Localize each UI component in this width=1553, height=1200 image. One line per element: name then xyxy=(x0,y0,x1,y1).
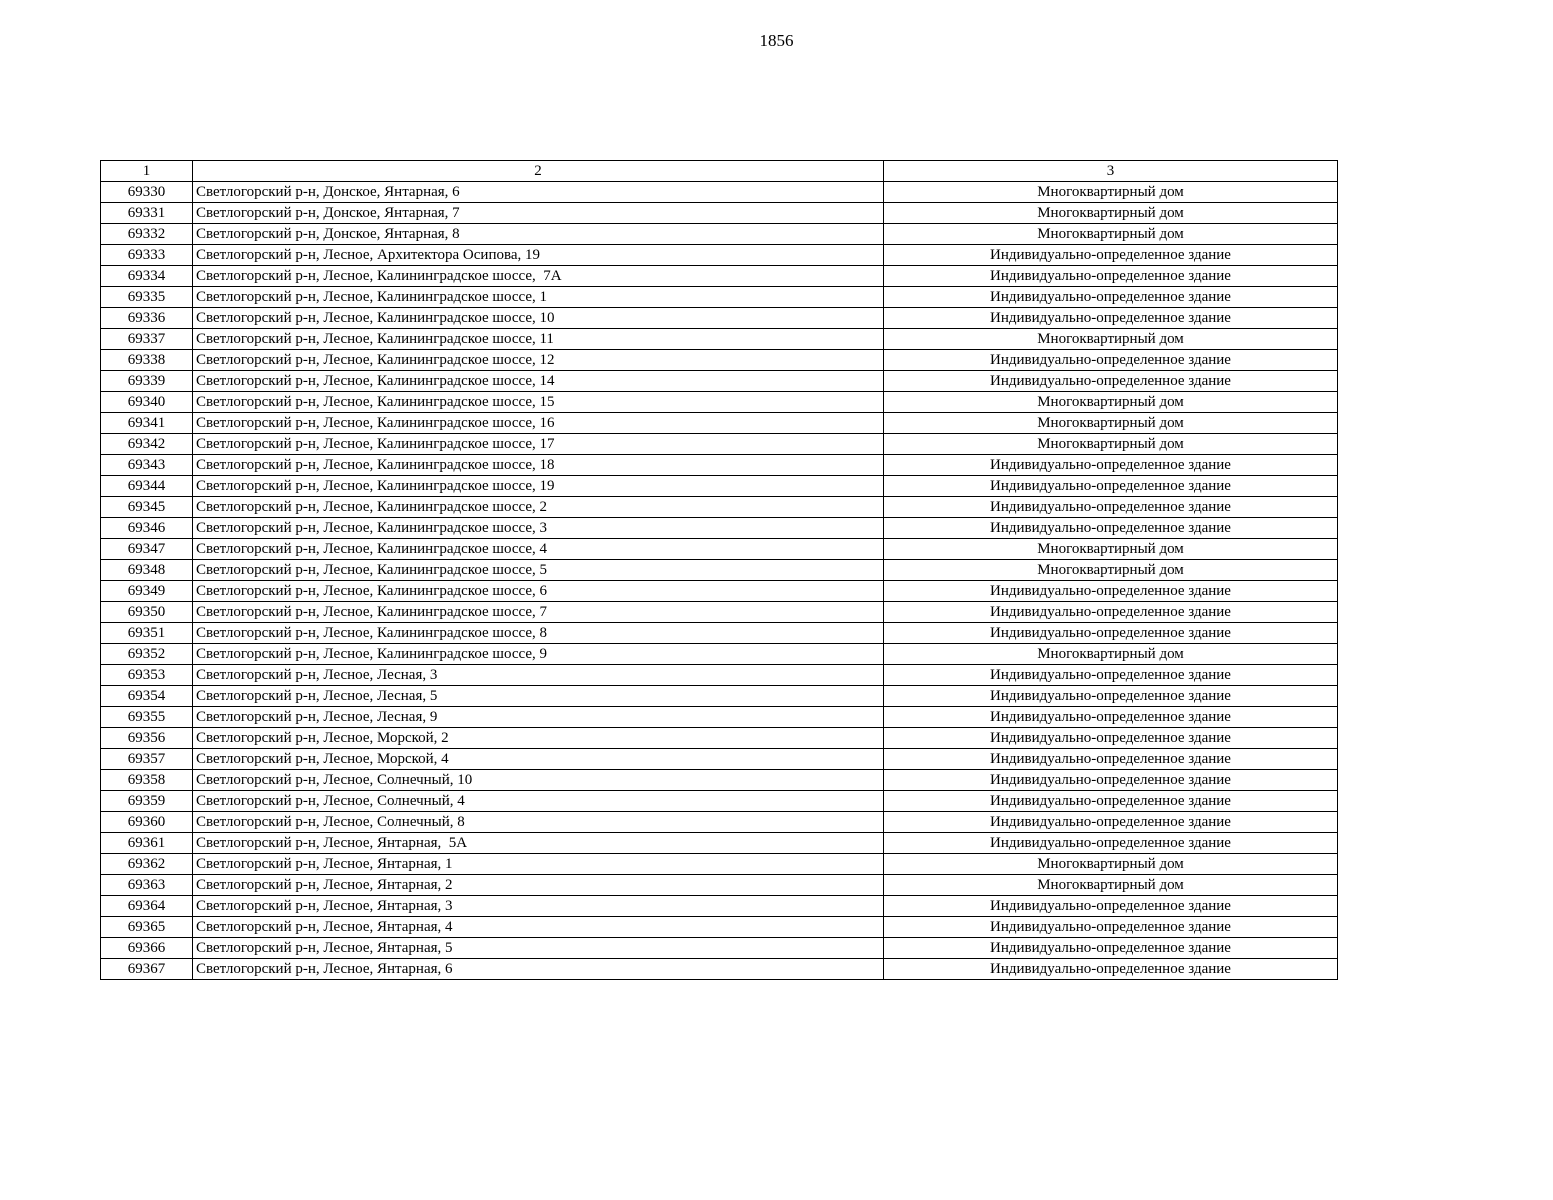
row-number-cell: 69349 xyxy=(101,581,193,602)
row-number-cell: 69335 xyxy=(101,287,193,308)
address-cell: Светлогорский р-н, Лесное, Калининградское шоссе, 4 xyxy=(193,539,884,560)
row-number-cell: 69363 xyxy=(101,875,193,896)
row-number-cell: 69347 xyxy=(101,539,193,560)
building-type-cell: Индивидуально-определенное здание xyxy=(884,602,1338,623)
address-cell: Светлогорский р-н, Лесное, Калининградское шоссе, 9 xyxy=(193,644,884,665)
row-number-cell: 69365 xyxy=(101,917,193,938)
address-cell: Светлогорский р-н, Лесное, Калининградское шоссе, 15 xyxy=(193,392,884,413)
table-row xyxy=(101,245,1338,266)
building-type-cell: Многоквартирный дом xyxy=(884,539,1338,560)
address-cell: Светлогорский р-н, Лесное, Янтарная, 4 xyxy=(193,917,884,938)
building-type-cell: Многоквартирный дом xyxy=(884,854,1338,875)
building-type-cell: Индивидуально-определенное здание xyxy=(884,308,1338,329)
building-type-cell: Индивидуально-определенное здание xyxy=(884,371,1338,392)
building-type-cell: Индивидуально-определенное здание xyxy=(884,896,1338,917)
address-cell: Светлогорский р-н, Лесное, Калининградское шоссе, 18 xyxy=(193,455,884,476)
address-cell: Светлогорский р-н, Лесное, Янтарная, 3 xyxy=(193,896,884,917)
building-type-cell: Индивидуально-определенное здание xyxy=(884,938,1338,959)
row-number-cell: 69358 xyxy=(101,770,193,791)
address-cell: Светлогорский р-н, Лесное, Калининградское шоссе, 16 xyxy=(193,413,884,434)
address-cell: Светлогорский р-н, Донское, Янтарная, 8 xyxy=(193,224,884,245)
building-type-cell: Индивидуально-определенное здание xyxy=(884,287,1338,308)
building-type-cell: Индивидуально-определенное здание xyxy=(884,665,1338,686)
building-type-cell: Индивидуально-определенное здание xyxy=(884,833,1338,854)
address-cell: Светлогорский р-н, Лесное, Лесная, 3 xyxy=(193,665,884,686)
row-number-cell: 69338 xyxy=(101,350,193,371)
table-row xyxy=(101,812,1338,833)
building-type-cell: Индивидуально-определенное здание xyxy=(884,686,1338,707)
row-number-cell: 69337 xyxy=(101,329,193,350)
address-cell: Светлогорский р-н, Донское, Янтарная, 7 xyxy=(193,203,884,224)
address-cell: Светлогорский р-н, Лесное, Калининградское шоссе, 2 xyxy=(193,497,884,518)
row-number-cell: 69359 xyxy=(101,791,193,812)
column-header-2: 2 xyxy=(193,161,884,182)
row-number-cell: 69344 xyxy=(101,476,193,497)
address-cell: Светлогорский р-н, Лесное, Янтарная, 1 xyxy=(193,854,884,875)
building-type-cell: Индивидуально-определенное здание xyxy=(884,707,1338,728)
address-cell: Светлогорский р-н, Лесное, Солнечный, 4 xyxy=(193,791,884,812)
address-cell: Светлогорский р-н, Лесное, Калининградское шоссе, 7А xyxy=(193,266,884,287)
address-cell: Светлогорский р-н, Лесное, Янтарная, 5А xyxy=(193,833,884,854)
address-cell: Светлогорский р-н, Лесное, Янтарная, 5 xyxy=(193,938,884,959)
table-row xyxy=(101,182,1338,203)
registry-table-body xyxy=(101,161,1338,980)
table-row xyxy=(101,350,1338,371)
row-number-cell: 69336 xyxy=(101,308,193,329)
building-type-cell: Индивидуально-определенное здание xyxy=(884,812,1338,833)
building-type-cell: Индивидуально-определенное здание xyxy=(884,497,1338,518)
row-number-cell: 69345 xyxy=(101,497,193,518)
table-row xyxy=(101,959,1338,980)
row-number-cell: 69366 xyxy=(101,938,193,959)
building-type-cell: Индивидуально-определенное здание xyxy=(884,518,1338,539)
row-number-cell: 69352 xyxy=(101,644,193,665)
row-number-cell: 69367 xyxy=(101,959,193,980)
building-type-cell: Многоквартирный дом xyxy=(884,875,1338,896)
table-row xyxy=(101,875,1338,896)
table-row xyxy=(101,518,1338,539)
building-type-cell: Индивидуально-определенное здание xyxy=(884,917,1338,938)
building-type-cell: Индивидуально-определенное здание xyxy=(884,581,1338,602)
row-number-cell: 69331 xyxy=(101,203,193,224)
table-row xyxy=(101,791,1338,812)
address-cell: Светлогорский р-н, Лесное, Калининградское шоссе, 6 xyxy=(193,581,884,602)
building-type-cell: Многоквартирный дом xyxy=(884,413,1338,434)
row-number-cell: 69354 xyxy=(101,686,193,707)
building-type-cell: Многоквартирный дом xyxy=(884,434,1338,455)
table-row xyxy=(101,329,1338,350)
table-row xyxy=(101,896,1338,917)
table-row xyxy=(101,455,1338,476)
address-cell: Светлогорский р-н, Лесное, Лесная, 9 xyxy=(193,707,884,728)
address-cell: Светлогорский р-н, Лесное, Калининградское шоссе, 14 xyxy=(193,371,884,392)
column-header-3: 3 xyxy=(884,161,1338,182)
address-cell: Светлогорский р-н, Лесное, Калининградское шоссе, 19 xyxy=(193,476,884,497)
building-type-cell: Многоквартирный дом xyxy=(884,644,1338,665)
building-type-cell: Индивидуально-определенное здание xyxy=(884,455,1338,476)
address-cell: Светлогорский р-н, Лесное, Янтарная, 6 xyxy=(193,959,884,980)
row-number-cell: 69348 xyxy=(101,560,193,581)
table-row xyxy=(101,602,1338,623)
table-row xyxy=(101,308,1338,329)
row-number-cell: 69362 xyxy=(101,854,193,875)
row-number-cell: 69350 xyxy=(101,602,193,623)
row-number-cell: 69346 xyxy=(101,518,193,539)
table-row xyxy=(101,413,1338,434)
address-cell: Светлогорский р-н, Лесное, Янтарная, 2 xyxy=(193,875,884,896)
building-type-cell: Многоквартирный дом xyxy=(884,329,1338,350)
table-row xyxy=(101,203,1338,224)
table-row xyxy=(101,770,1338,791)
address-cell: Светлогорский р-н, Лесное, Калининградское шоссе, 17 xyxy=(193,434,884,455)
row-number-cell: 69351 xyxy=(101,623,193,644)
row-number-cell: 69361 xyxy=(101,833,193,854)
address-cell: Светлогорский р-н, Лесное, Морской, 2 xyxy=(193,728,884,749)
address-cell: Светлогорский р-н, Лесное, Лесная, 5 xyxy=(193,686,884,707)
row-number-cell: 69360 xyxy=(101,812,193,833)
table-row xyxy=(101,539,1338,560)
table-row xyxy=(101,665,1338,686)
table-row xyxy=(101,476,1338,497)
table-row xyxy=(101,434,1338,455)
address-cell: Светлогорский р-н, Донское, Янтарная, 6 xyxy=(193,182,884,203)
row-number-cell: 69357 xyxy=(101,749,193,770)
address-cell: Светлогорский р-н, Лесное, Архитектора Осипова, 19 xyxy=(193,245,884,266)
row-number-cell: 69334 xyxy=(101,266,193,287)
building-type-cell: Индивидуально-определенное здание xyxy=(884,749,1338,770)
registry-table xyxy=(100,160,1338,980)
table-row xyxy=(101,644,1338,665)
row-number-cell: 69333 xyxy=(101,245,193,266)
address-cell: Светлогорский р-н, Лесное, Солнечный, 8 xyxy=(193,812,884,833)
table-row xyxy=(101,938,1338,959)
building-type-cell: Индивидуально-определенное здание xyxy=(884,770,1338,791)
table-row xyxy=(101,581,1338,602)
building-type-cell: Многоквартирный дом xyxy=(884,203,1338,224)
address-cell: Светлогорский р-н, Лесное, Солнечный, 10 xyxy=(193,770,884,791)
address-cell: Светлогорский р-н, Лесное, Калининградское шоссе, 11 xyxy=(193,329,884,350)
page-number: 1856 xyxy=(759,31,794,50)
table-row xyxy=(101,833,1338,854)
building-type-cell: Многоквартирный дом xyxy=(884,224,1338,245)
building-type-cell: Многоквартирный дом xyxy=(884,392,1338,413)
column-header-1: 1 xyxy=(101,161,193,182)
address-cell: Светлогорский р-н, Лесное, Калининградское шоссе, 5 xyxy=(193,560,884,581)
row-number-cell: 69332 xyxy=(101,224,193,245)
building-type-cell: Индивидуально-определенное здание xyxy=(884,623,1338,644)
table-row xyxy=(101,854,1338,875)
building-type-cell: Многоквартирный дом xyxy=(884,560,1338,581)
row-number-cell: 69341 xyxy=(101,413,193,434)
row-number-cell: 69364 xyxy=(101,896,193,917)
table-row xyxy=(101,686,1338,707)
building-type-cell: Индивидуально-определенное здание xyxy=(884,728,1338,749)
row-number-cell: 69355 xyxy=(101,707,193,728)
table-row xyxy=(101,749,1338,770)
table-row xyxy=(101,707,1338,728)
table-row xyxy=(101,224,1338,245)
building-type-cell: Индивидуально-определенное здание xyxy=(884,959,1338,980)
row-number-cell: 69353 xyxy=(101,665,193,686)
building-type-cell: Индивидуально-определенное здание xyxy=(884,350,1338,371)
row-number-cell: 69340 xyxy=(101,392,193,413)
row-number-cell: 69330 xyxy=(101,182,193,203)
row-number-cell: 69356 xyxy=(101,728,193,749)
building-type-cell: Индивидуально-определенное здание xyxy=(884,476,1338,497)
address-cell: Светлогорский р-н, Лесное, Калининградское шоссе, 10 xyxy=(193,308,884,329)
table-row xyxy=(101,917,1338,938)
building-type-cell: Многоквартирный дом xyxy=(884,182,1338,203)
table-row xyxy=(101,287,1338,308)
row-number-cell: 69343 xyxy=(101,455,193,476)
table-row xyxy=(101,392,1338,413)
table-row xyxy=(101,728,1338,749)
table-header-row xyxy=(101,161,1338,182)
table-row xyxy=(101,497,1338,518)
address-cell: Светлогорский р-н, Лесное, Калининградское шоссе, 3 xyxy=(193,518,884,539)
row-number-cell: 69342 xyxy=(101,434,193,455)
table-row xyxy=(101,266,1338,287)
row-number-cell: 69339 xyxy=(101,371,193,392)
table-row xyxy=(101,623,1338,644)
address-cell: Светлогорский р-н, Лесное, Калининградское шоссе, 1 xyxy=(193,287,884,308)
address-cell: Светлогорский р-н, Лесное, Калининградское шоссе, 7 xyxy=(193,602,884,623)
building-type-cell: Индивидуально-определенное здание xyxy=(884,245,1338,266)
building-type-cell: Индивидуально-определенное здание xyxy=(884,266,1338,287)
table-row xyxy=(101,560,1338,581)
address-cell: Светлогорский р-н, Лесное, Калининградское шоссе, 12 xyxy=(193,350,884,371)
table-row xyxy=(101,371,1338,392)
address-cell: Светлогорский р-н, Лесное, Калининградское шоссе, 8 xyxy=(193,623,884,644)
address-cell: Светлогорский р-н, Лесное, Морской, 4 xyxy=(193,749,884,770)
building-type-cell: Индивидуально-определенное здание xyxy=(884,791,1338,812)
